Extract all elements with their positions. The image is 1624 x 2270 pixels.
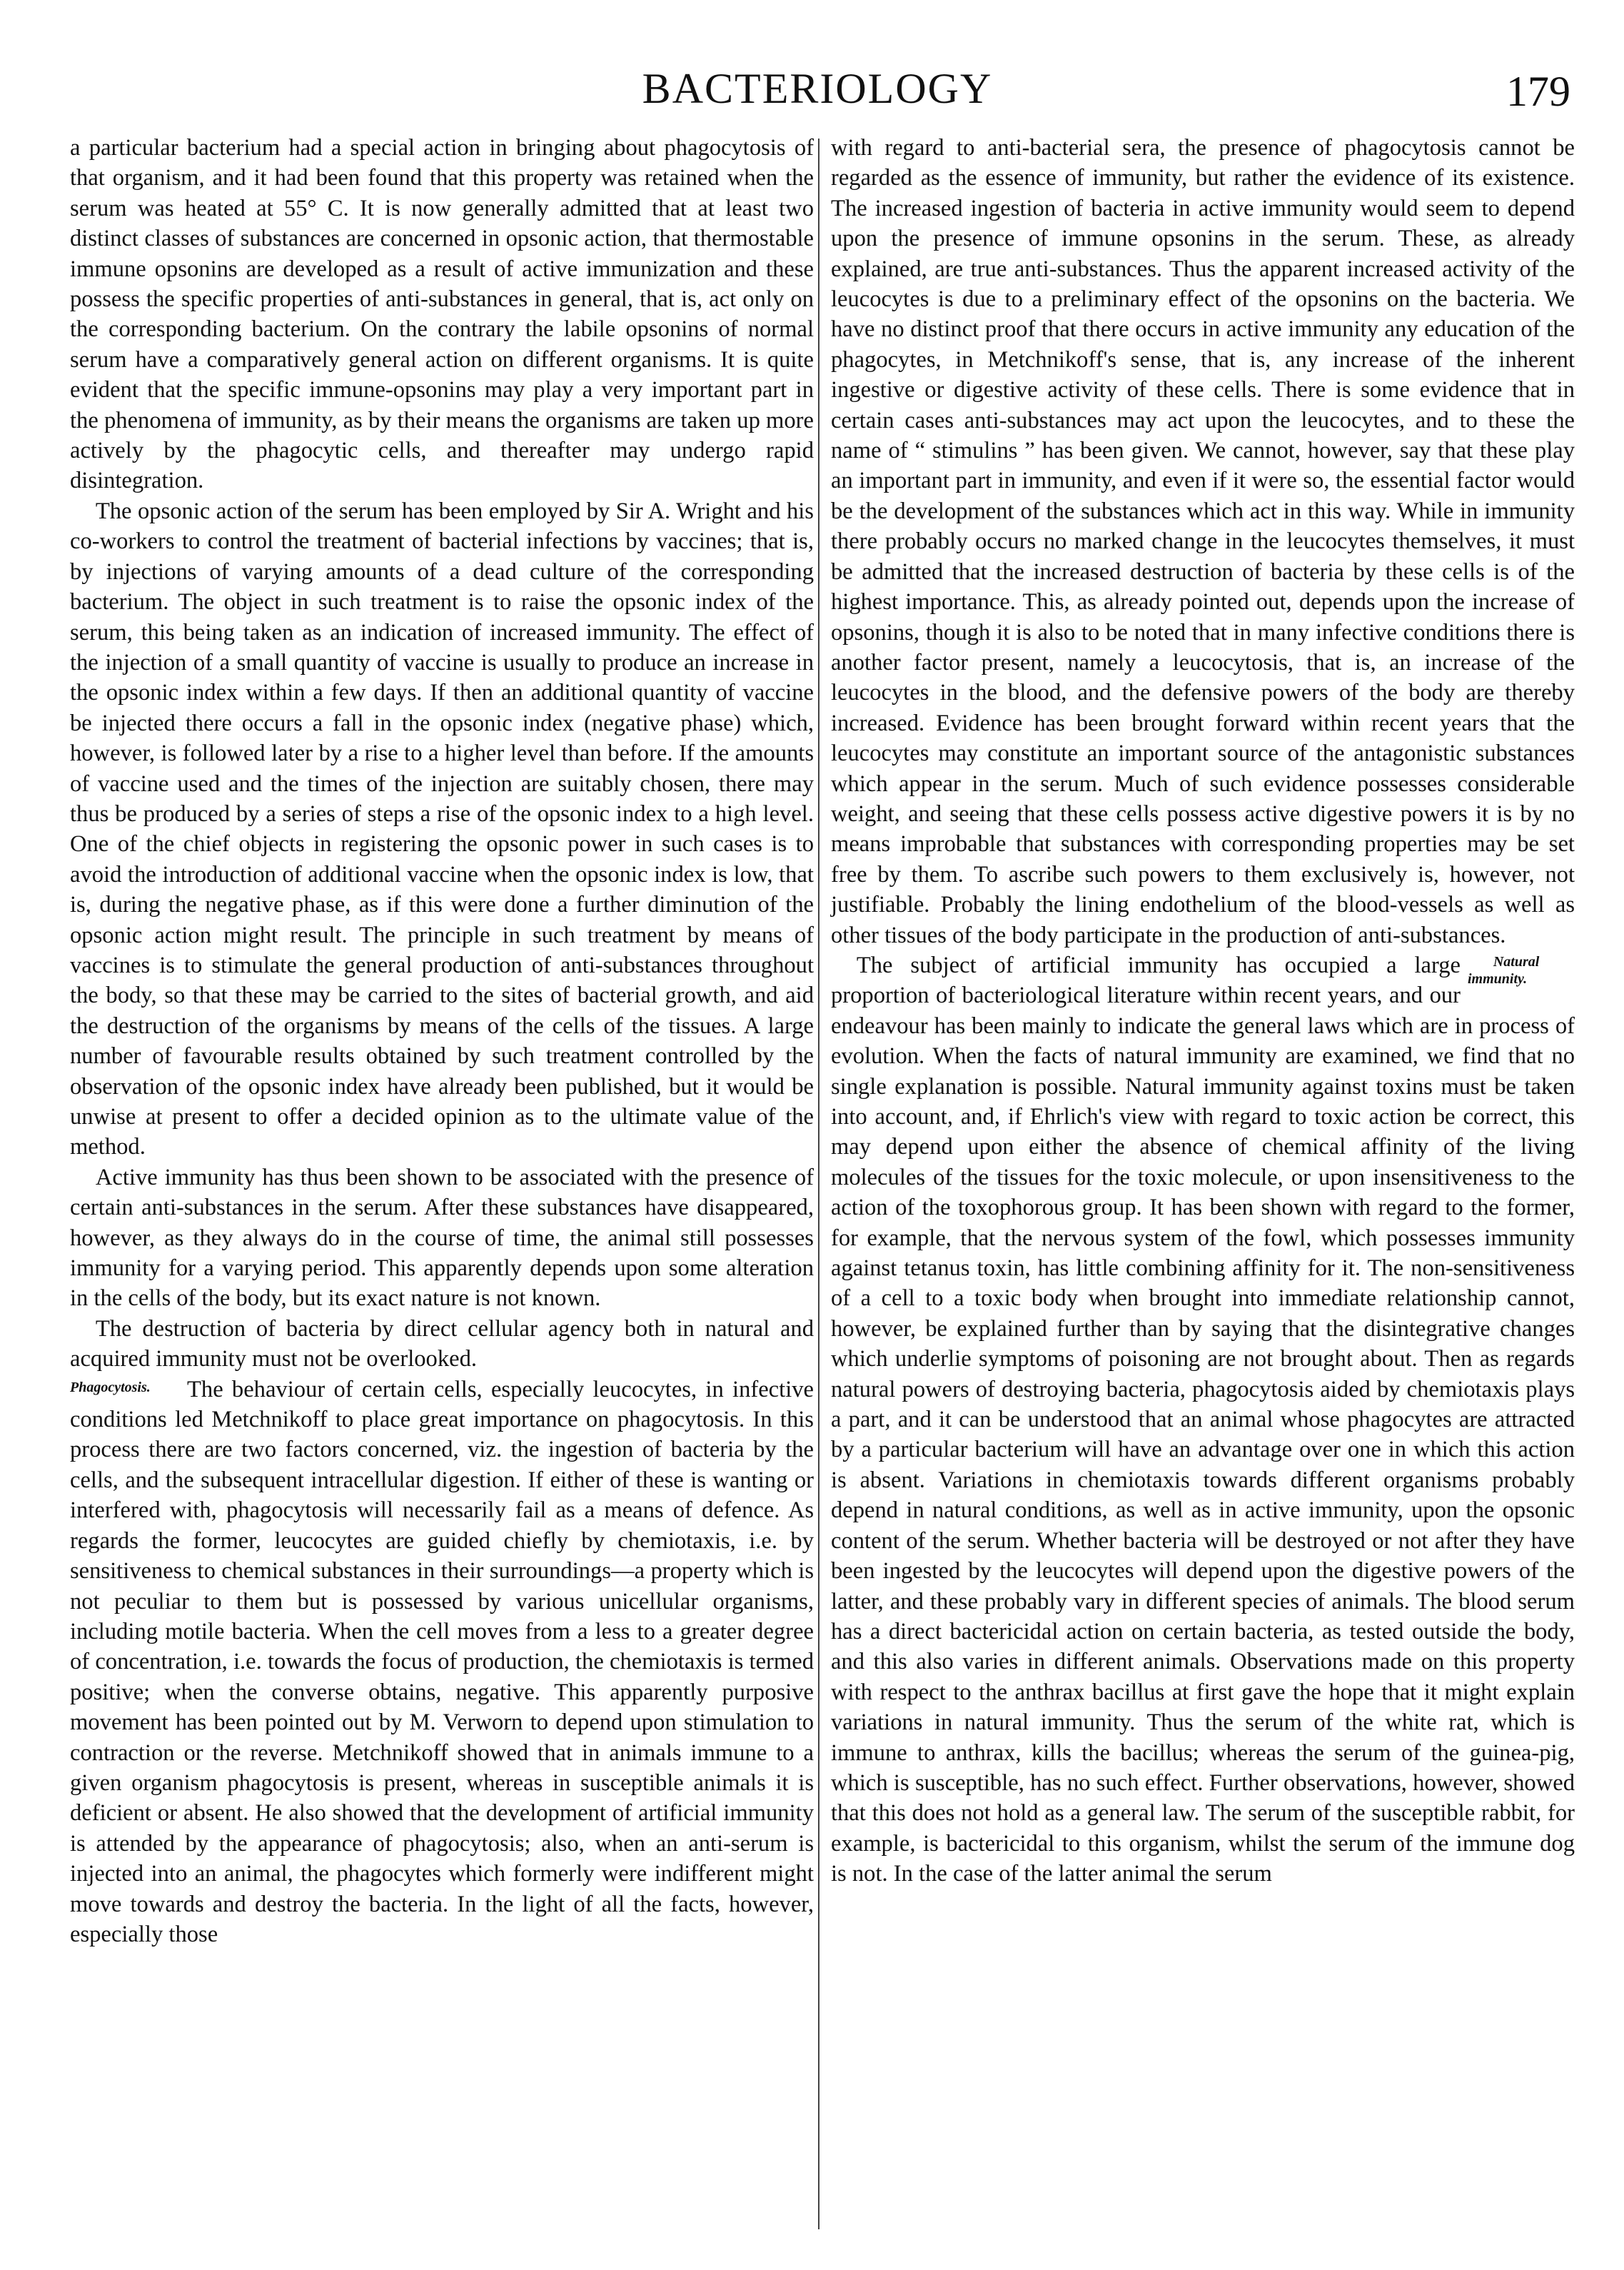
paragraph-body: no single explanation is possible. Natural immunity against toxins must be taken into account, and, if Ehrlich's view with regard to toxic action be correct, this may depend upon either the absence of chemical affinity of the living molecules of the tissues for the toxic molecule, or upon insensitiveness to the action of the toxophorous group. It has been shown with regard to the former, for example, that the nervous system of the fowl, which possesses immunity against tetanus toxin, has little combining affinity for it. The non-sensitiveness of a cell to a toxic body when brought into immediate relationship cannot, however, be explained further than by saying that the disintegrative changes which underlie symptoms of poisoning are not brought about. Then as regards natural powers of destroying bacteria, phagocytosis aided by chemiotaxis plays a part, and it can be understood that an animal whose phagocytes are attracted by a particular bacterium will have an advantage over one in which this action is absent. Variations in chemiotaxis towards different organisms probably depend in natural conditions, as well as in active immunity, upon the opsonic content of the serum. Whether bacteria will be destroyed or not after they have been ingested by the leucocytes will depend upon the digestive powers of the latter, and these probably vary in different species of animals. The blood serum has a direct bactericidal action on certain bacteria, as tested outside the body, and this also varies in different animals. Observations made on this property with respect to the anthrax bacillus at first gave the hope that it might explain variations in natural immunity. Thus the serum of the white rat, which is immune to anthrax, kills the bacillus; whereas the serum of the guinea-pig, which is susceptible, has no such effect. Further observations, however, showed that this does not hold as a general law. The serum of the susceptible rabbit, for example, is bactericidal to this organism, whilst the serum of the immune dog is not. In the case of the latter animal the serum [831,1043,1575,1887]
paragraph: The destruction of bacteria by direct cellular agency both in natural and acquired immunity must not be overlooked. [70,1315,814,1372]
paragraph: Active immunity has thus been shown to be associated with the presence of certain anti-substances in the serum. After these substances have disappeared, however, as they always do in the course of time, the animal still possesses immunity for a varying period. This apparently depends upon some alteration in the cells of the body, but its exact nature is not known. [70,1164,814,1312]
column-divider [818,139,819,2229]
paragraph-body: The behaviour of certain cells, especially leucocytes, in infective conditions led Metchnikoff to place great importance on phagocytosis. In this process there are two factors concerned, viz. the ingestion of bacteria by the cells, and the subsequent intracellular digestion. If either of these is wanting or interfered with, phagocytosis will necessarily fail as a means of defence. As regards the former, leucocytes are guided chiefly by chemiotaxis, i.e. by sensitiveness to chemical substances in their surroundings—a property which is not peculiar to them but is possessed by various unicellular organisms, including motile bacteria. When the cell moves from a less to a greater degree of concentration, i.e. towards the focus of production, the chemiotaxis is termed positive; when the converse obtains, negative. This apparently purposive movement has been pointed out by M. Verworn to depend upon stimulation to contraction or the reverse. Metchnikoff showed that in animals immune to a given organism phagocytosis is present, whereas in susceptible animals it is deficient or absent. He also showed that the development of artificial immunity is attended by the appearance of phagocytosis; also, when an anti-serum is injected into an animal, the phagocytes which formerly were indifferent might move towards and destroy the bacteria. In the light of all the facts, however, especially those [70,1376,814,1947]
left-column [70,133,814,1949]
paragraph: a particular bacterium had a special action in bringing about phagocytosis of that organism, and it had been found that this property was retained when the serum was heated at 55° C. It is now generally admitted that at least two distinct classes of substances are concerned in opsonic action, that thermostable immune opsonins are developed as a result of active immunization and these possess the specific properties of anti-substances in general, that is, act only on the corresponding bacterium. On the contrary the labile opsonins of normal serum have a comparatively general action on different organisms. It is quite evident that the specific immune-opsonins may play a very important part in the phenomena of immunity, as by their means the organisms are taken up more actively by the phagocytic cells, and thereafter may undergo rapid disintegration. [70,135,814,494]
paragraph-lead: The subject of artificial immunity has occupied a large proportion of bacteriological literature within recent years, and our endeavour has been mainly to indicate the general laws which are in process of evolution. When the facts of natural immunity are examined, we find that [831,952,1575,1070]
paragraph: with regard to anti-bacterial sera, the presence of phagocytosis cannot be regarded as the essence of immunity, but rather the evidence of its existence. The increased ingestion of bacteria in active immunity would seem to depend upon the presence of immune opsonins in the serum. These, as already explained, are true anti-substances. Thus the apparent increased activity of the leucocytes is due to a preliminary effect of the opsonins on the bacteria. We have no distinct proof that there occurs in active immunity any education of the phagocytes, in Metchnikoff's sense, that is, any increase of the inherent ingestive or digestive activity of these cells. There is some evidence that in certain cases anti-substances may act upon the leucocytes, and to these the name of “ stimulins ” has been given. We cannot, however, say that these play an important part in immunity, and even if it were so, the essential factor would be the development of the substances which act in this way. While in immunity there probably occurs no marked change in the leucocytes themselves, it must be admitted that the increased destruction of bacteria by these cells is of the highest importance. This, as already pointed out, depends upon the increase of opsonins, though it is also to be noted that in many infective conditions there is another factor present, namely a leucocytosis, that is, an increase of the leucocytes in the blood, and the defensive powers of the body are thereby increased. Evidence has been brought forward within recent years that the leucocytes may constitute an important source of the antagonistic substances which appear in the serum. Much of such evidence possesses considerable weight, and seeing that these cells possess active digestive powers it is by no means improbable that substances with corresponding properties may be set free by them. To ascribe such powers to them exclusively is, however, not justifiable. Probably the lining endothelium of the blood-vessels as well as other tissues of the body participate in the production of anti-substances. [831,135,1575,948]
running-title: BACTERIOLOGY [642,65,993,112]
right-column [831,133,1575,1889]
paragraph: The opsonic action of the serum has been employed by Sir A. Wright and his co-workers to control the treatment of bacterial infections by vaccines; that is, by injections of varying amounts of a dead culture of the corresponding bacterium. The object in such treatment is to raise the opsonic index of the serum, this being taken as an indication of increased immunity. The effect of the injection of a small quantity of vaccine is usually to produce an increase in the opsonic index within a few days. If then an additional quantity of vaccine be injected there occurs a fall in the opsonic index (negative phase) which, however, is followed later by a rise to a higher level than before. If the amounts of vaccine used and the times of the injection are suitably chosen, there may thus be produced by a series of steps a rise of the opsonic index to a high level. One of the chief objects in registering the opsonic power in such cases is to avoid the introduction of additional vaccine when the opsonic index is low, that is, during the negative phase, as if this were done a further diminution of the opsonic action might result. The principle in such treatment by means of vaccines is to stimulate the general production of anti-substances throughout the body, so that these may be carried to the sites of bacterial growth, and aid the destruction of the organisms by means of the cells of the tissues. A large number of favourable results obtained by such treatment controlled by the observation of the opsonic index have already been published, but it would be unwise at present to offer a decided opinion as to the ultimate value of the method. [70,498,814,1160]
page-header [64,60,1570,117]
paragraph-with-sidenote [70,1375,814,1950]
page-number: 179 [1506,68,1570,115]
marginal-note-phagocytosis: Phagocytosis. [70,1379,151,1395]
paragraph [831,950,1575,1889]
marginal-note-natural-immunity: Natural immunity. [1468,953,1540,987]
